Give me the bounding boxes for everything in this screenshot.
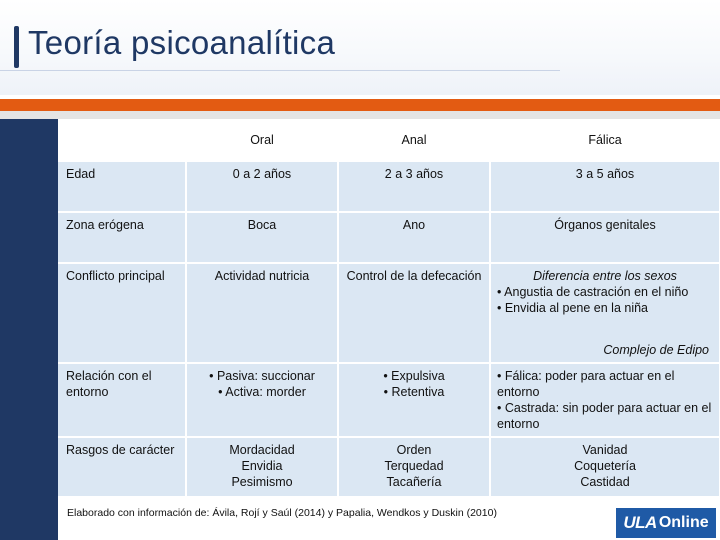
oral-trait: Mordacidad — [229, 443, 295, 457]
falica-conflict-item: • Envidia al pene en la niña — [497, 301, 649, 315]
ula-online-logo — [616, 508, 716, 538]
cell-falica — [490, 437, 720, 504]
falica-trait: Castidad — [580, 475, 630, 489]
cell-oral: Boca — [186, 212, 338, 263]
table-row-relacion — [58, 363, 720, 437]
anal-trait: Tacañería — [386, 475, 442, 489]
header-falica: Fálica — [490, 119, 720, 161]
header-oral: Oral — [186, 119, 338, 161]
stages-table-container — [58, 119, 720, 496]
oral-trait: Pesimismo — [231, 475, 293, 489]
falica-relation-item: • Fálica: poder para actuar en el entorno — [497, 369, 675, 399]
orange-band — [0, 99, 720, 111]
logo-ula-text: ULA — [623, 513, 657, 532]
oral-trait: Envidia — [241, 459, 283, 473]
cell-falica: Órganos genitales — [490, 212, 720, 263]
row-label: Rasgos de carácter — [58, 437, 186, 504]
cell-anal: Control de la defecación — [338, 263, 490, 363]
falica-trait: Coquetería — [574, 459, 636, 473]
cell-anal: Ano — [338, 212, 490, 263]
cell-anal — [338, 437, 490, 504]
grey-band — [0, 111, 720, 119]
title-accent-bar — [14, 26, 19, 68]
anal-trait: Orden — [396, 443, 432, 457]
table-row-rasgos — [58, 437, 720, 504]
falica-trait: Vanidad — [582, 443, 628, 457]
table-header-row — [58, 119, 720, 161]
table-row-edad — [58, 161, 720, 212]
cell-falica — [490, 263, 720, 363]
anal-trait: Terquedad — [384, 459, 444, 473]
source-note: Elaborado con información de: Ávila, Rojí y Saúl (2014) y Papalia, Wendkos y Duskin (2010) — [67, 507, 497, 519]
cell-oral — [186, 363, 338, 437]
cell-oral: Actividad nutricia — [186, 263, 338, 363]
anal-relation-item: • Expulsiva — [383, 369, 445, 383]
cell-falica: 3 a 5 años — [490, 161, 720, 212]
row-label: Relación con el entorno — [58, 363, 186, 437]
oral-relation-item: • Activa: morder — [218, 385, 306, 399]
complejo-edipo-label: Complejo de Edipo — [603, 343, 709, 357]
oral-relation-item: • Pasiva: succionar — [209, 369, 315, 383]
cell-anal — [338, 363, 490, 437]
anal-relation-item: • Retentiva — [383, 385, 445, 399]
falica-relation-item: • Castrada: sin poder para actuar en el entorno — [497, 401, 712, 431]
logo-online-text: Online — [658, 514, 709, 531]
stages-table — [58, 119, 720, 504]
row-label: Edad — [58, 161, 186, 212]
title-underline — [0, 70, 560, 71]
cell-anal: 2 a 3 años — [338, 161, 490, 212]
navy-side-panel — [0, 119, 58, 540]
cell-oral: 0 a 2 años — [186, 161, 338, 212]
row-label: Conflicto principal — [58, 263, 186, 363]
falica-conflict-heading: Diferencia entre los sexos — [533, 269, 677, 283]
header-empty-cell — [58, 119, 186, 161]
slide-title: Teoría psicoanalítica — [28, 24, 336, 61]
falica-conflict-item: • Angustia de castración en el niño — [497, 285, 689, 299]
header-anal: Anal — [338, 119, 490, 161]
table-row-conflicto — [58, 263, 720, 363]
cell-oral — [186, 437, 338, 504]
row-label: Zona erógena — [58, 212, 186, 263]
table-row-zona — [58, 212, 720, 263]
cell-falica — [490, 363, 720, 437]
